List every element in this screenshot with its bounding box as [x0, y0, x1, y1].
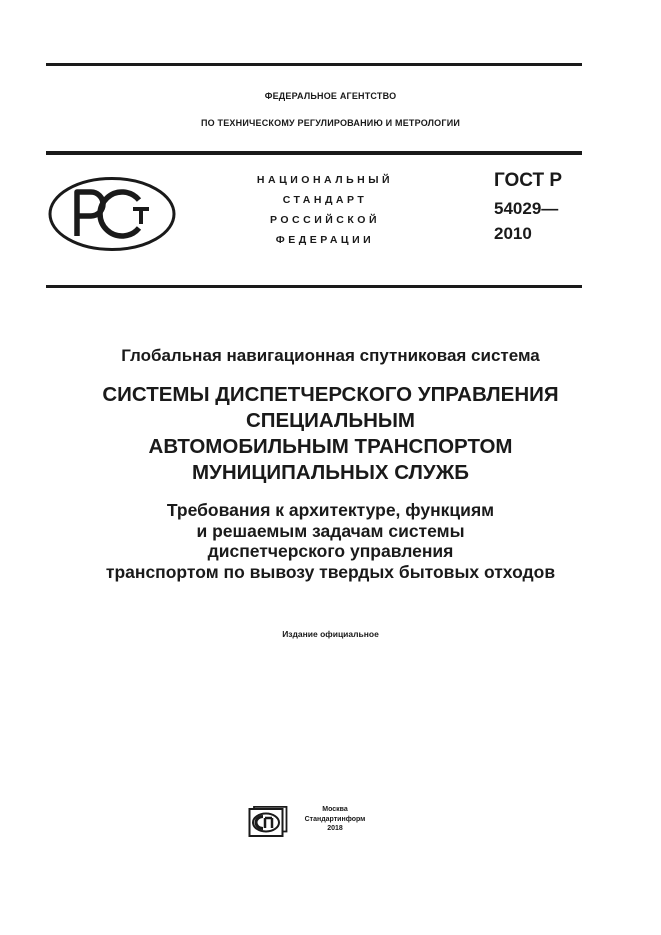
gost-r-logo: [47, 176, 177, 252]
standard-type-line: ФЕДЕРАЦИИ: [275, 234, 375, 246]
subtitle-line: транспортом по вывозу твердых бытовых отходов: [105, 561, 556, 582]
standard-type-line: НАЦИОНАЛЬНЫЙ: [256, 174, 394, 186]
agency-line-2: ПО ТЕХНИЧЕСКОМУ РЕГУЛИРОВАНИЮ И МЕТРОЛОГИИ: [200, 118, 461, 128]
main-title-line: АВТОМОБИЛЬНЫМ ТРАНСПОРТОМ: [148, 435, 513, 458]
subtitle-line: диспетчерского управления: [207, 541, 454, 561]
subtitle-line: Требования к архитектуре, функциям: [166, 500, 495, 520]
header-rule: [46, 151, 582, 155]
standard-type-line: РОССИЙСКОЙ: [270, 214, 380, 226]
top-rule: [46, 63, 582, 66]
publisher-name: Стандартинформ: [304, 815, 366, 823]
publisher-city: Москва: [322, 806, 348, 813]
general-title: Глобальная навигационная спутниковая система: [121, 346, 540, 365]
publisher-logo: [248, 806, 288, 838]
standard-type-line: СТАНДАРТ: [282, 194, 368, 206]
main-title-line: МУНИЦИПАЛЬНЫХ СЛУЖБ: [192, 461, 469, 484]
subtitle-line: и решаемым задачам системы: [196, 520, 465, 541]
main-title: [0, 382, 661, 486]
subtitle: [0, 500, 661, 582]
publisher-info: [290, 805, 380, 834]
standard-type: [240, 170, 410, 250]
gost-year: 2010: [494, 224, 532, 243]
gost-designation: ГОСТ Р: [494, 170, 563, 191]
mid-rule: [46, 285, 582, 288]
agency-line-1: ФЕДЕРАЛЬНОЕ АГЕНТСТВО: [264, 91, 397, 101]
main-title-line: СИСТЕМЫ ДИСПЕТЧЕРСКОГО УПРАВЛЕНИЯ: [102, 383, 559, 406]
gost-number: 54029—: [494, 199, 559, 218]
publisher-year: 2018: [327, 825, 343, 832]
edition-label: Издание официальное: [282, 629, 379, 639]
main-title-line: СПЕЦИАЛЬНЫМ: [245, 409, 416, 432]
